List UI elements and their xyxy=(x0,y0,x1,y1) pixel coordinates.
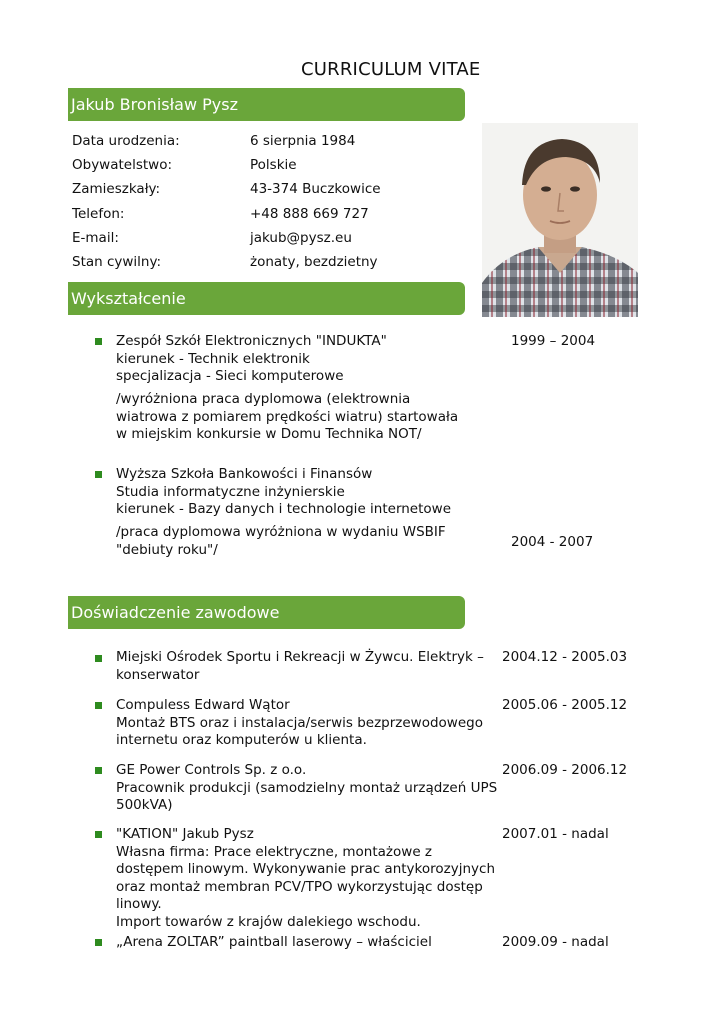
education-entry-text: Zespół Szkół Elektronicznych "INDUKTA" kierunek - Technik elektronik specjalizacja - Sieci komputerowe xyxy=(116,333,387,384)
info-label: Obywatelstwo: xyxy=(72,157,173,173)
section-header-experience: Doświadczenie zawodowe xyxy=(68,596,465,629)
experience-entry-text: „Arena ZOLTAR” paintball laserowy – właściciel xyxy=(116,934,432,950)
info-value: 6 sierpnia 1984 xyxy=(250,133,356,149)
experience-entry-date: 2005.06 - 2005.12 xyxy=(502,697,628,713)
name-header: Jakub Bronisław Pysz xyxy=(68,88,465,121)
experience-entry-text: Miejski Ośrodek Sportu i Rekreacji w Żywcu. Elektryk – konserwator xyxy=(116,649,484,683)
info-value: +48 888 669 727 xyxy=(250,206,369,222)
experience-entry-text: Compuless Edward Wątor Montaż BTS oraz i instalacja/serwis bezprzewodowego internetu oraz komputerów u klienta. xyxy=(116,697,483,748)
education-entry-date: 1999 – 2004 xyxy=(511,333,596,349)
education-entry-note: /wyróżniona praca dyplomowa (elektrownia wiatrowa z pomiarem prędkości wiatru) startowała w miejskim konkursie w Domu Technika NOT/ xyxy=(116,391,459,442)
bullet-icon xyxy=(95,702,102,709)
bullet-icon xyxy=(95,471,102,478)
education-entry-note: /praca dyplomowa wyróżniona w wydaniu WSBIF "debiuty roku"/ xyxy=(116,524,446,558)
bullet-icon xyxy=(95,338,102,345)
experience-entry-date: 2006.09 - 2006.12 xyxy=(502,762,628,778)
experience-entry-text: "KATION" Jakub Pysz Własna firma: Prace elektryczne, montażowe z dostępem linowym. Wykonywanie prac antykorozyjnych oraz montaż membran PCV/TPO wykorzystując dostęp linowy. Import towarów z krajów dalekiego wschodu. xyxy=(116,826,495,930)
education-entry-text: Wyższa Szkoła Bankowości i Finansów Studia informatyczne inżynierskie kierunek - Bazy danych i technologie internetowe xyxy=(116,466,452,517)
info-value: 43-374 Buczkowice xyxy=(250,181,381,197)
experience-entry-date: 2007.01 - nadal xyxy=(502,826,609,842)
document-title: CURRICULUM VITAE xyxy=(301,59,481,80)
experience-entry-date: 2009.09 - nadal xyxy=(502,934,609,950)
info-label: Data urodzenia: xyxy=(72,133,180,149)
info-label: E-mail: xyxy=(72,230,119,246)
info-value: Polskie xyxy=(250,157,297,173)
portrait-illustration xyxy=(482,123,638,317)
bullet-icon xyxy=(95,767,102,774)
profile-photo xyxy=(482,123,638,317)
info-value[interactable]: jakub@pysz.eu xyxy=(250,230,352,246)
info-value: żonaty, bezdzietny xyxy=(250,254,378,270)
education-entry-date: 2004 - 2007 xyxy=(511,534,594,550)
bullet-icon xyxy=(95,831,102,838)
info-label: Zamieszkały: xyxy=(72,181,161,197)
info-label: Stan cywilny: xyxy=(72,254,162,270)
info-label: Telefon: xyxy=(72,206,125,222)
experience-entry-date: 2004.12 - 2005.03 xyxy=(502,649,628,665)
experience-entry-text: GE Power Controls Sp. z o.o. Pracownik produkcji (samodzielny montaż urządzeń UPS 500kVA) xyxy=(116,762,498,813)
section-header-education: Wykształcenie xyxy=(68,282,465,315)
bullet-icon xyxy=(95,939,102,946)
bullet-icon xyxy=(95,655,102,662)
